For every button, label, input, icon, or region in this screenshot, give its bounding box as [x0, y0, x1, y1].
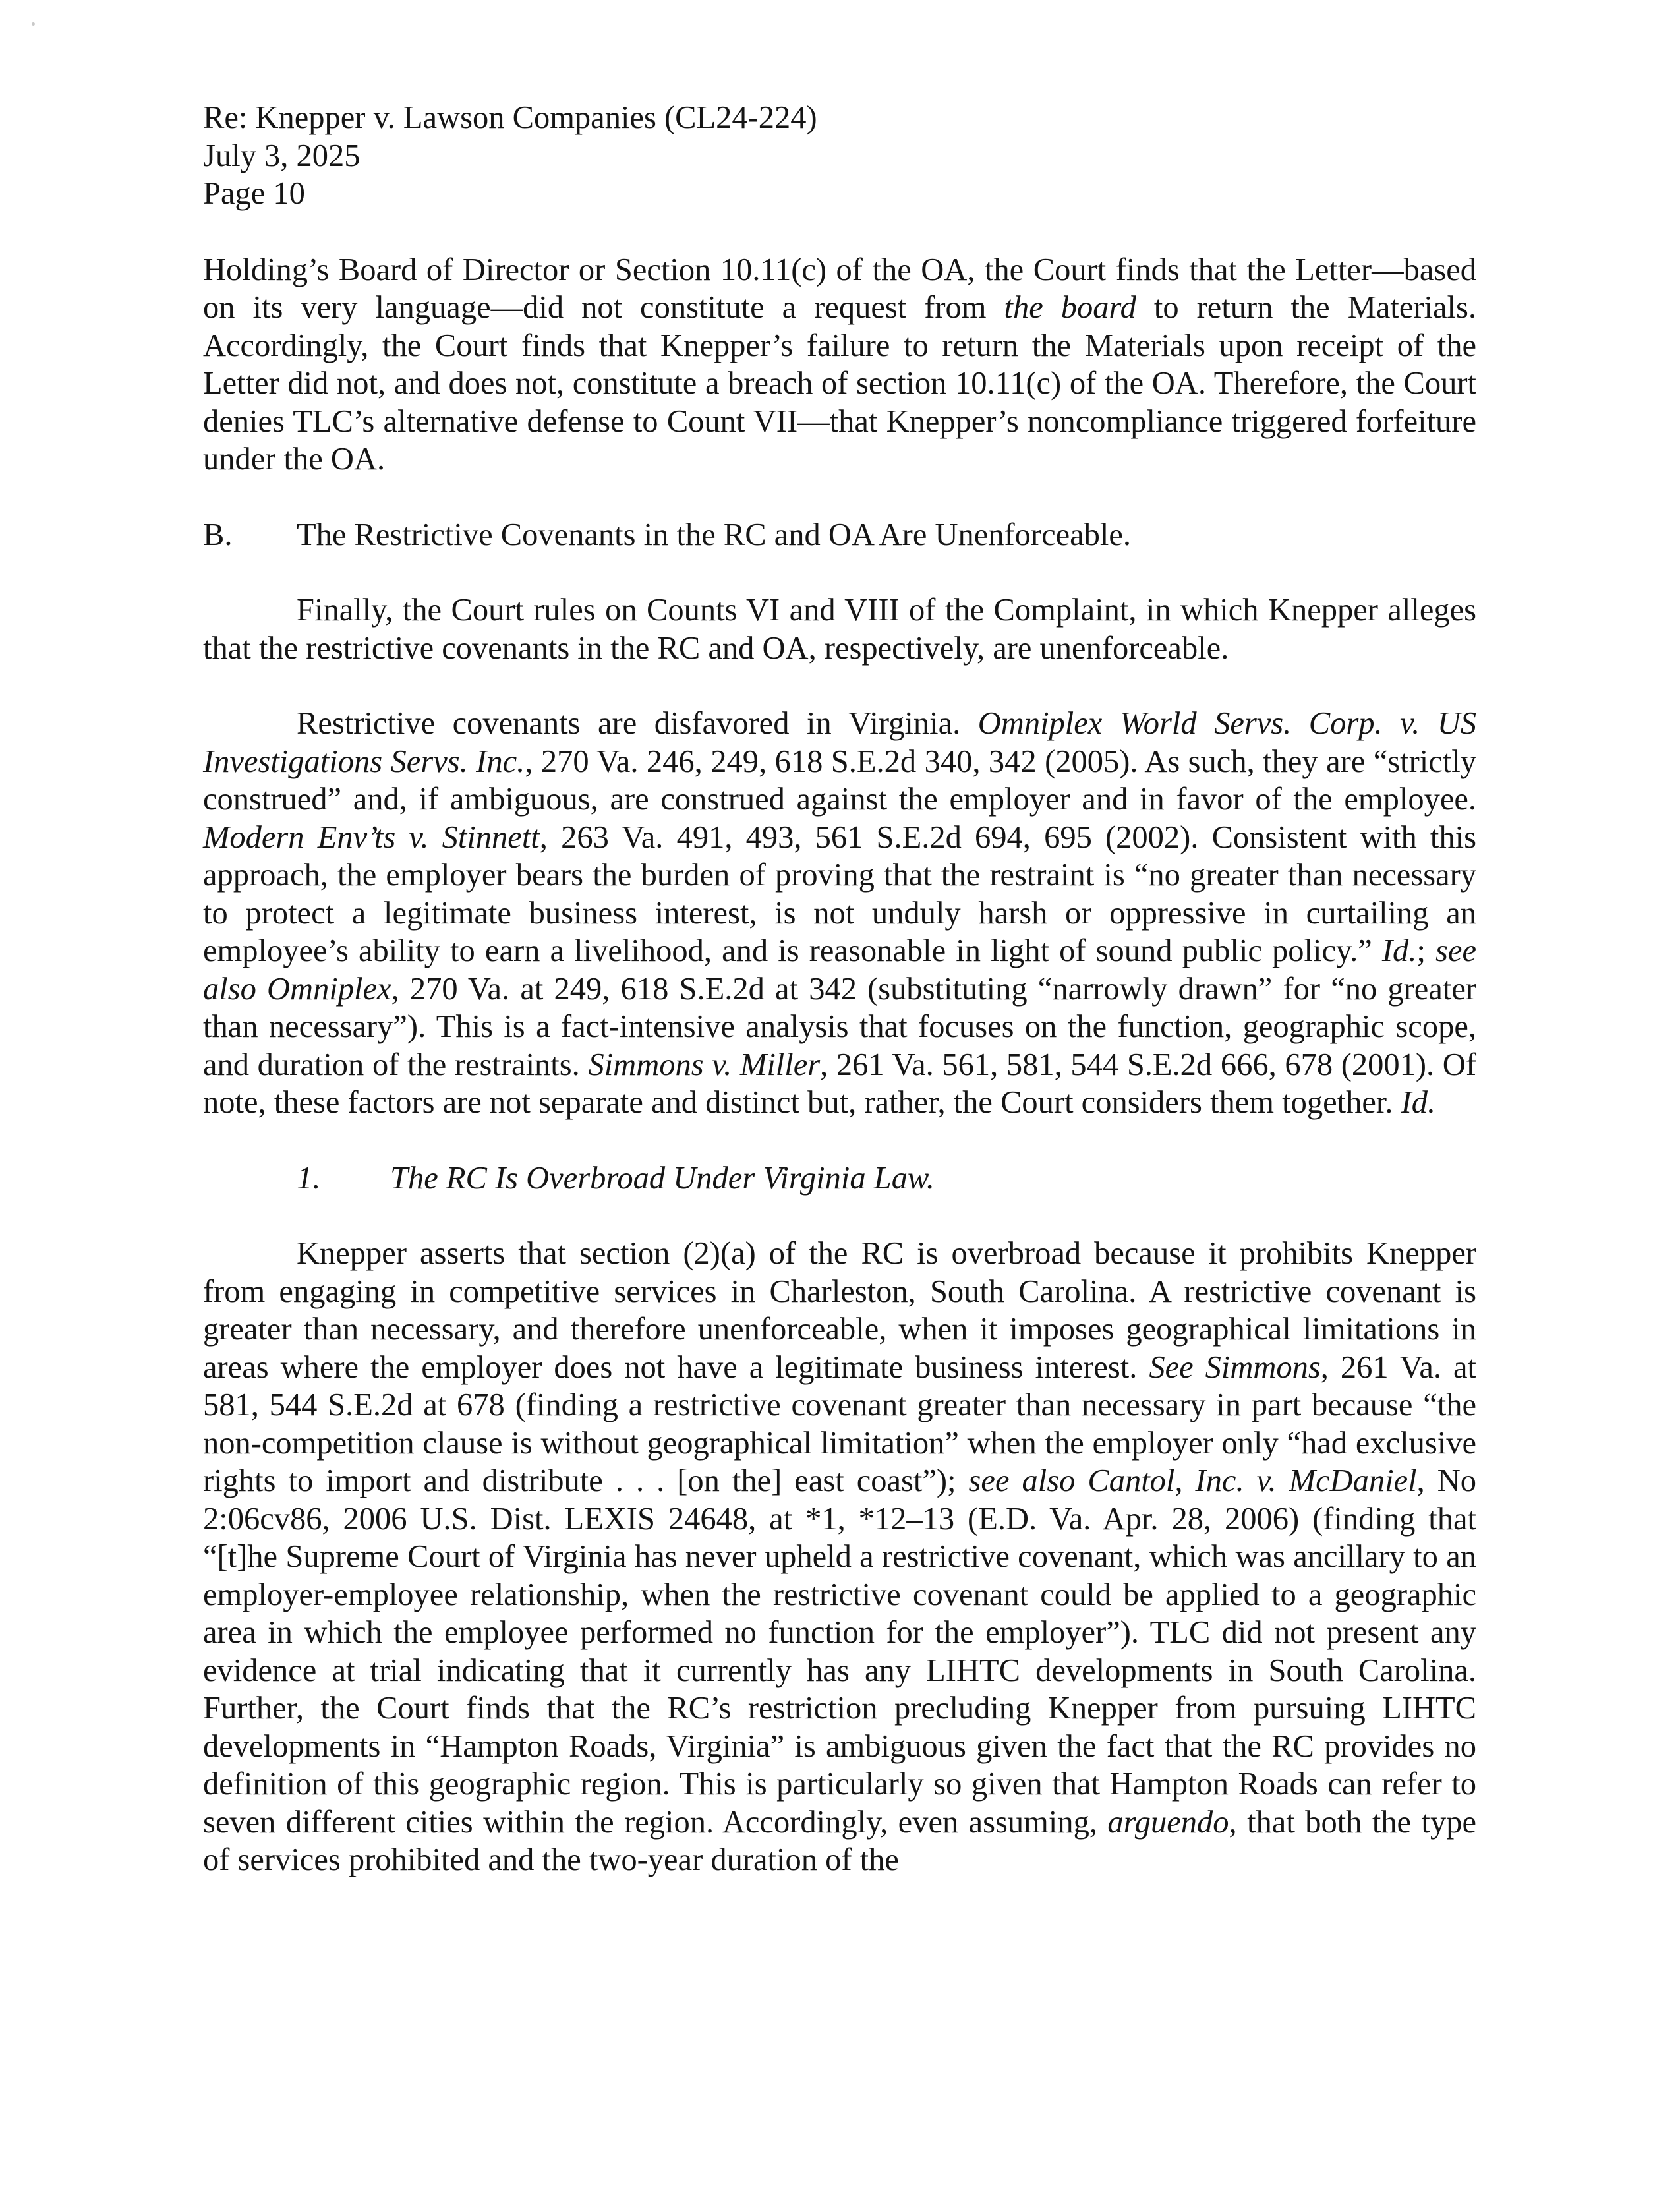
subsection-title: The RC Is Overbroad Under Virginia Law.	[390, 1160, 935, 1196]
page-number: Page 10	[203, 176, 305, 211]
paragraph-rc-overbroad: Knepper asserts that section (2)(a) of the RC is overbroad because it prohibits Knepper from engaging in competitive services in Charleston, South Carolina. A restrictive covenant is greater than necessary, and therefore unenforceable, when it imposes geographical limitations in areas where the employer does not have a legitimate business interest. See Simmons, 261 Va. at 581, 544 S.E.2d at 678 (finding a restrictive covenant greater than necessary in part because “the non-competition clause is without geographical limitation” when the employer only “had exclusive rights to import and distribute . . . [on the] east coast”); see also Cantol, Inc. v. McDaniel, No 2:06cv86, 2006 U.S. Dist. LEXIS 24648, at *1, *12–13 (E.D. Va. Apr. 28, 2006) (finding that “[t]he Supreme Court of Virginia has never upheld a restrictive covenant, which was ancillary to an employer-employee relationship, when the restrictive covenant could be applied to a geographic area in which the employee performed no function for the employer”). TLC did not present any evidence at trial indicating that it currently has any LIHTC developments in South Carolina. Further, the Court finds that the RC’s restriction precluding Knepper from pursuing LIHTC developments in “Hampton Roads, Virginia” is ambiguous given the fact that the RC provides no definition of this geographic region. This is particularly so given that Hampton Roads can refer to seven different cities within the region. Accordingly, even assuming, arguendo, that both the type of services prohibited and the two-year duration of the	[203, 1236, 1477, 1877]
paragraph-restrictive-covenants-law: Restrictive covenants are disfavored in Virginia. Omniplex World Servs. Corp. v. US Investigations Servs. Inc., 270 Va. 246, 249, 618 S.E.2d 340, 342 (2005). As such, they are “strictly construed” and, if ambiguous, are construed against the employer and in favor of the employee. Modern Env’ts v. Stinnett, 263 Va. 491, 493, 561 S.E.2d 694, 695 (2002). Consistent with this approach, the employer bears the burden of proving that the restraint is “no greater than necessary to protect a legitimate business interest, is not unduly harsh or oppressive in curtailing an employee’s ability to earn a livelihood, and is reasonable in light of sound public policy.” Id.; see also Omniplex, 270 Va. at 249, 618 S.E.2d at 342 (substituting “narrowly drawn” for “no greater than necessary”). This is a fact-intensive analysis that focuses on the function, geographic scope, and duration of the restraints. Simmons v. Miller, 261 Va. 561, 581, 544 S.E.2d 666, 678 (2001). Of note, these factors are not separate and distinct but, rather, the Court considers them together. Id.	[203, 706, 1476, 1120]
paragraph-board-request: Holding’s Board of Director or Section 10.11(c) of the OA, the Court finds that the Letter—based on its very language—did not constitute a request from the board to return the Materials. Accordingly, the Court finds that Knepper’s failure to return the Materials upon receipt of the Letter did not, and does not, constitute a breach of section 10.11(c) of the OA. Therefore, the Court denies TLC’s alternative defense to Count VII—that Knepper’s noncompliance triggered forfeiture under the OA.	[203, 252, 1476, 477]
section-number: B.	[203, 517, 233, 552]
section-heading-b	[203, 516, 1476, 554]
scan-speck	[32, 22, 35, 26]
subsection-number: 1.	[297, 1160, 321, 1196]
section-title: The Restrictive Covenants in the RC and OA Are Unenforceable.	[297, 517, 1132, 552]
re-line: Re: Knepper v. Lawson Companies (CL24-224)	[203, 100, 817, 135]
paragraph-counts-ruling: Finally, the Court rules on Counts VI and VIII of the Complaint, in which Knepper alleges that the restrictive covenants in the RC and OA, respectively, are unenforceable.	[203, 593, 1476, 666]
letter-body	[203, 99, 1476, 1879]
letter-date: July 3, 2025	[203, 138, 361, 173]
subsection-heading-1	[203, 1159, 1476, 1198]
